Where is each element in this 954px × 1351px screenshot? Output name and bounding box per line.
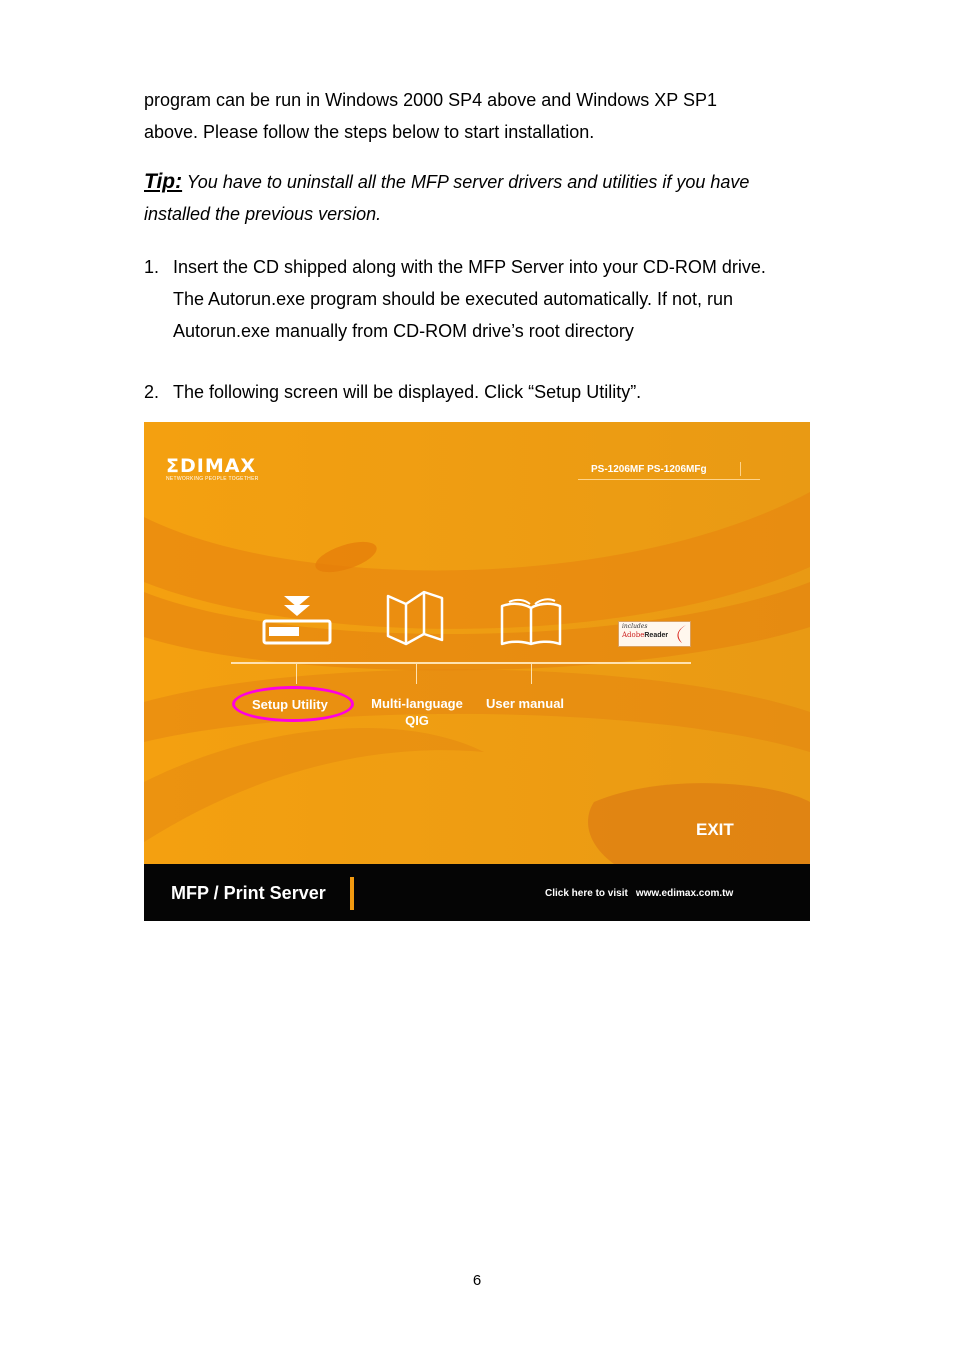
adobe-product: Reader [644, 632, 669, 639]
user-manual-button[interactable]: User manual [486, 696, 565, 711]
divider [740, 462, 741, 476]
orange-swoosh-background [144, 422, 810, 864]
visit-label: Click here to visit [545, 888, 628, 899]
exit-button[interactable]: EXIT [696, 820, 734, 839]
multi-language-qig-button[interactable] [362, 695, 472, 729]
tip-note [144, 166, 824, 230]
edimax-logo[interactable] [166, 456, 259, 483]
step-1-line-3: Autorun.exe manually from CD-ROM drive’s root directory [173, 321, 634, 341]
menu-divider [231, 662, 691, 664]
step-1-line-2: The Autorun.exe program should be executed automatically. If not, run [173, 289, 733, 309]
logo-wordmark: ΣDIMAX [166, 455, 257, 477]
setup-utility-button[interactable]: Setup Utility [252, 697, 328, 712]
footer-title: MFP / Print Server [171, 883, 326, 903]
menu-connector [531, 663, 532, 684]
adobe-brand: Adobe [622, 631, 645, 639]
visit-website-link[interactable] [545, 888, 733, 899]
qig-label-line-2: QIG [405, 713, 429, 728]
tip-label: Tip: [144, 170, 183, 193]
folded-map-icon[interactable] [386, 590, 446, 646]
adobe-reader-badge[interactable] [618, 621, 691, 647]
open-book-icon[interactable] [499, 598, 563, 646]
qig-label-line-1: Multi-language [371, 696, 463, 711]
step-2-line-1: The following screen will be displayed. Click “Setup Utility”. [173, 382, 642, 402]
page-number: 6 [472, 1272, 482, 1289]
intro-line-1: program can be run in Windows 2000 SP4 above and Windows XP SP1 [144, 90, 717, 110]
footer-accent-bar [350, 877, 354, 910]
autorun-screenshot [144, 422, 810, 921]
divider [578, 479, 760, 480]
step-number: 2. [144, 382, 160, 402]
adobe-swirl-icon [672, 624, 688, 644]
adobe-includes-label: includes [622, 623, 648, 630]
logo-tagline: NETWORKING PEOPLE TOGETHER [166, 476, 259, 482]
website-url: www.edimax.com.tw [635, 888, 734, 899]
footer-bar [144, 864, 810, 921]
step-number: 1. [144, 257, 160, 277]
model-numbers: PS-1206MF PS-1206MFg [591, 464, 707, 475]
install-download-icon[interactable] [262, 596, 332, 646]
menu-connector [416, 663, 417, 684]
step-1-line-1: Insert the CD shipped along with the MFP Server into your CD-ROM drive. [173, 257, 766, 277]
tip-text-line-1: You have to uninstall all the MFP server drivers and utilities if you have [182, 172, 750, 192]
tip-text-line-2: installed the previous version. [144, 204, 382, 224]
menu-connector [296, 663, 297, 684]
intro-line-2: above. Please follow the steps below to start installation. [144, 122, 595, 142]
